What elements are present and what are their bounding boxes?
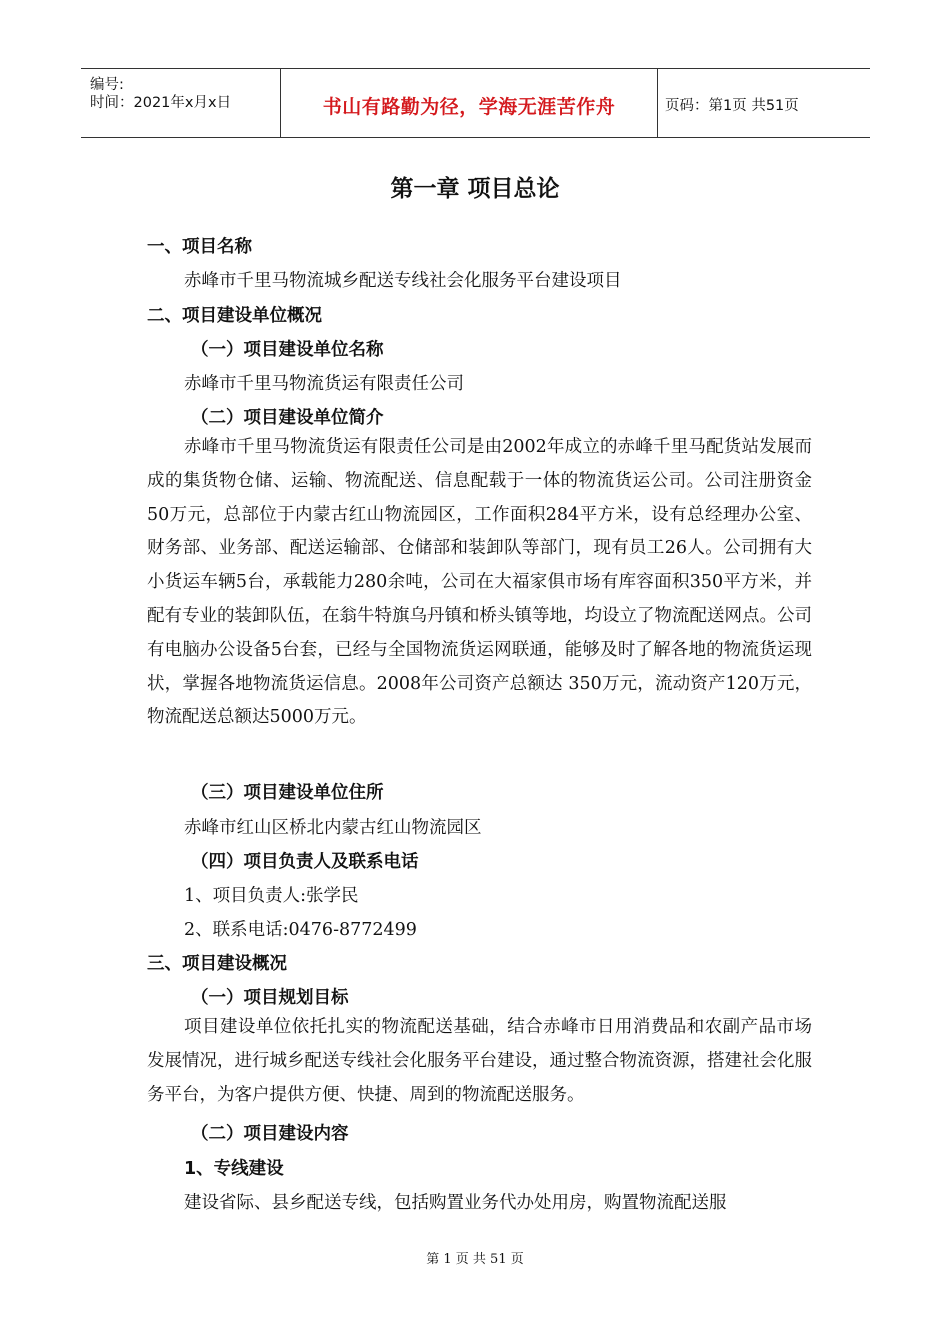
project-name-text: 赤峰市千里马物流城乡配送专线社会化服务平台建设项目 [184,271,622,291]
subsection-heading: （一）项目建设单位名称 [191,340,384,360]
planning-goal-paragraph: 项目建设单位依托扎实的物流配送基础，结合赤峰市日用消费品和农副产品市场发展情况，进行城乡配送专线社会化服务平台建设，通过整合物流资源，搭建社会化服务平台，为客户提供方便、快捷、周到的物流配送服务。 [147,1017,812,1105]
section-heading: 三、项目建设概况 [147,954,287,974]
company-name-text: 赤峰市千里马物流货运有限责任公司 [184,374,464,394]
contact-phone-text: 2、联系电话:0476-8772499 [184,920,417,940]
header-meta-cell [81,69,281,137]
contact-person-text: 1、项目负责人:张学民 [184,886,359,906]
item-heading: 1、专线建设 [184,1159,284,1179]
chapter-title: 第一章 项目总论 [390,176,560,202]
header-motto: 书山有路勤为径，学海无涯苦作舟 [322,96,616,118]
company-intro-paragraph: 赤峰市千里马物流货运有限责任公司是由2002年成立的赤峰千里马配货站发展而成的集货物仓储、运输、物流配送、信息配载于一体的物流货运公司。公司注册资金50万元，总部位于内蒙古红山物流园区，工作面积284平方米，设有总经理办公室、财务部、业务部、配送运输部、仓储部和装卸队等部门，现有员工26人。公司拥有大小货运车辆5台，承载能力280余吨，公司在大福家俱市场有库容面积350平方米，并配有专业的装卸队伍，在翁牛特旗乌丹镇和桥头镇等地，均设立了物流配送网点。公司有电脑办公设备5台套，已经与全国物流货运网联通，能够及时了解各地的物流货运现状，掌握各地物流货运信息。2008年公司资产总额达 350万元，流动资产120万元，物流配送总额达5000万元。 [147,437,812,728]
document-time-label: 时间：2021年x月x日 [90,95,232,111]
subsection-heading: （二）项目建设单位简介 [191,408,384,428]
page-footer: 第 1 页 共 51 页 [426,1252,524,1267]
subsection-heading: （二）项目建设内容 [191,1124,349,1144]
page-header-table [81,68,870,138]
header-motto-cell [281,69,658,137]
header-page-info: 页码：第1页 共51页 [665,98,799,114]
header-page-cell [659,69,870,137]
section-heading: 二、项目建设单位概况 [147,306,322,326]
section-heading: 一、项目名称 [147,237,252,257]
document-number-label: 编号: [90,77,124,93]
company-address-text: 赤峰市红山区桥北内蒙古红山物流园区 [184,818,482,838]
subsection-heading: （一）项目规划目标 [191,988,349,1008]
line-construction-text: 建设省际、县乡配送专线，包括购置业务代办处用房，购置物流配送服 [184,1193,727,1213]
subsection-heading: （三）项目建设单位住所 [191,783,384,803]
subsection-heading: （四）项目负责人及联系电话 [191,852,419,872]
